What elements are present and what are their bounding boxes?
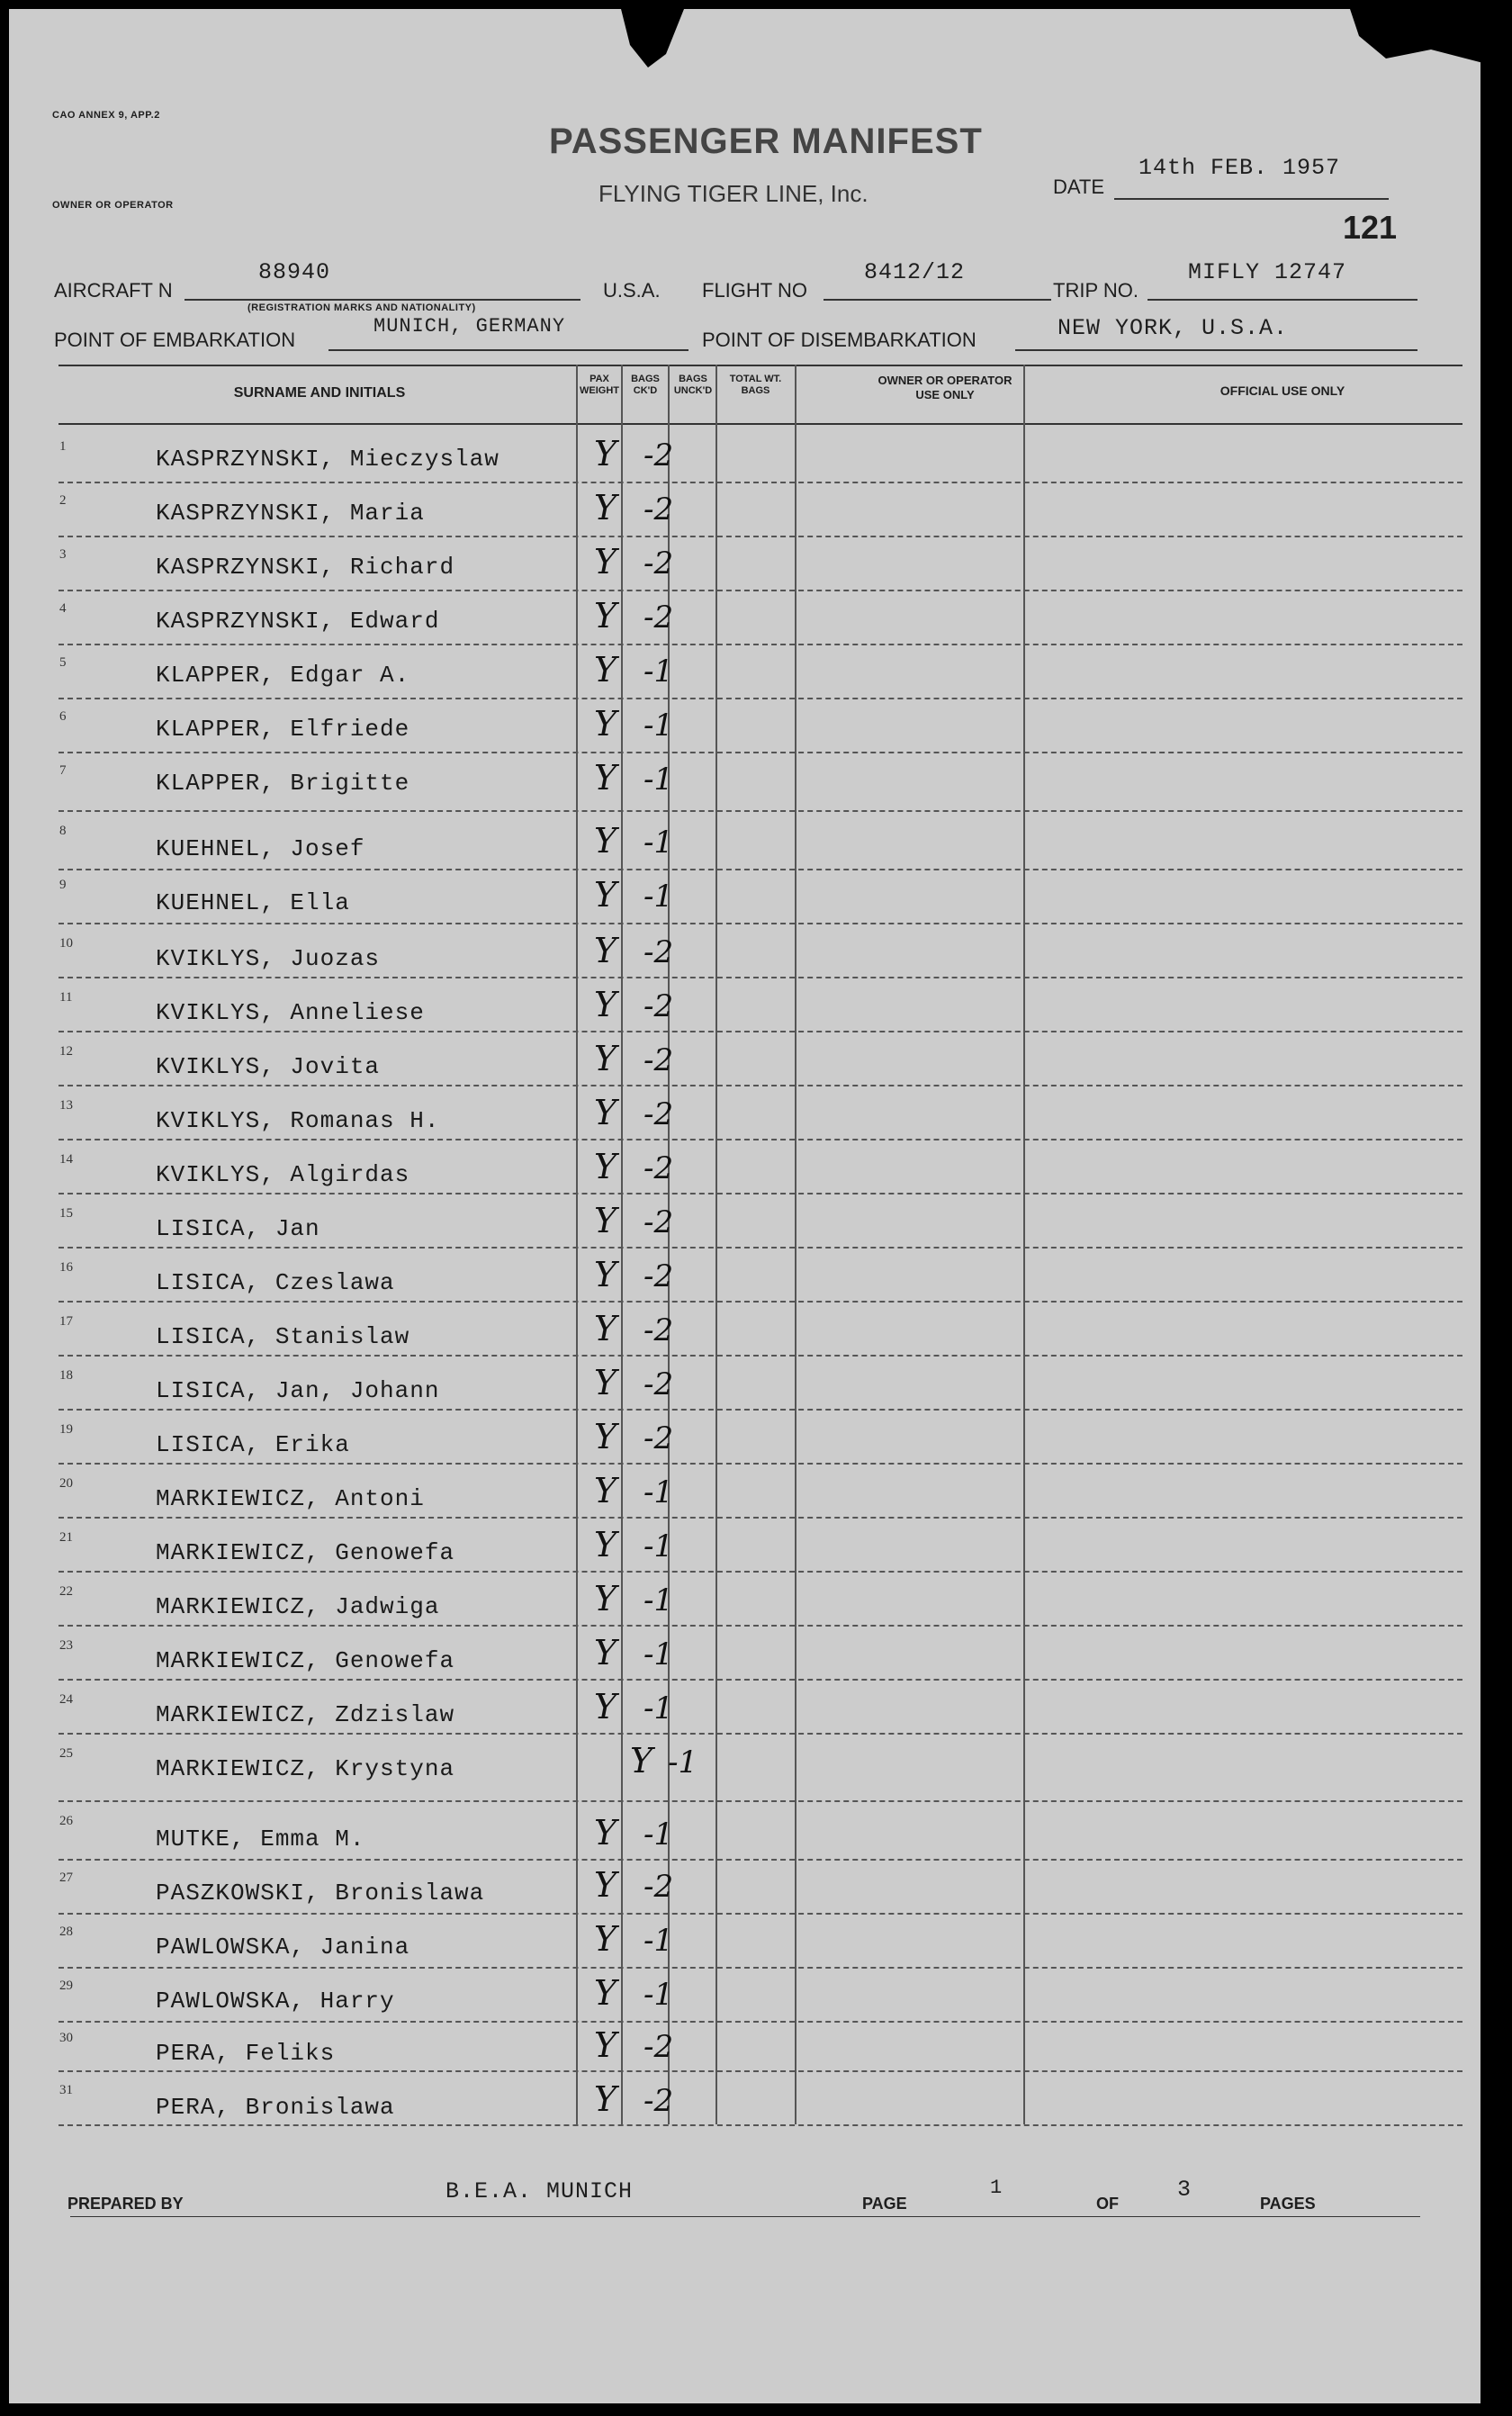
passenger-name: PAWLOWSKA, Janina bbox=[156, 1934, 410, 1961]
pax-mark: Y bbox=[594, 1039, 617, 1078]
pax-mark: Y bbox=[594, 542, 617, 581]
bags-count: -1 bbox=[644, 1977, 674, 2013]
bags-count: -2 bbox=[644, 934, 674, 970]
row-number: 16 bbox=[59, 1260, 73, 1275]
pax-mark: Y bbox=[594, 1579, 617, 1618]
pax-mark: Y bbox=[594, 985, 617, 1024]
of-label: OF bbox=[1096, 2195, 1119, 2213]
passenger-name: MARKIEWICZ, Genowefa bbox=[156, 1539, 455, 1566]
row-number: 6 bbox=[59, 709, 67, 724]
bags-count: -1 bbox=[644, 708, 674, 744]
bags-count: -2 bbox=[644, 2083, 674, 2119]
date-value: 14th FEB. 1957 bbox=[1138, 155, 1341, 181]
trip-label: TRIP NO. bbox=[1053, 279, 1138, 302]
row-number: 10 bbox=[59, 936, 73, 951]
pax-mark: Y bbox=[594, 434, 617, 473]
row-number: 29 bbox=[59, 1979, 73, 1993]
pax-mark: Y bbox=[594, 704, 617, 744]
col-pax-weight: PAX WEIGHT bbox=[580, 374, 619, 396]
row-number: 12 bbox=[59, 1044, 73, 1059]
row-number: 24 bbox=[59, 1692, 73, 1707]
passenger-name: LISICA, Erika bbox=[156, 1431, 350, 1458]
row-number: 25 bbox=[59, 1746, 73, 1761]
flight-value: 8412/12 bbox=[864, 259, 966, 285]
pax-mark: Y bbox=[594, 1919, 617, 1959]
page-number: 1 bbox=[990, 2177, 1004, 2199]
registration-note: (REGISTRATION MARKS AND NATIONALITY) bbox=[248, 302, 476, 313]
row-number: 11 bbox=[59, 990, 73, 1005]
passenger-name: PERA, Bronislawa bbox=[156, 2094, 395, 2121]
bags-count: -2 bbox=[644, 599, 674, 636]
passenger-name: MARKIEWICZ, Jadwiga bbox=[156, 1593, 440, 1620]
row-number: 20 bbox=[59, 1476, 73, 1491]
bags-count: -2 bbox=[644, 491, 674, 527]
pax-mark: Y bbox=[594, 1633, 617, 1672]
bags-count: -2 bbox=[644, 988, 674, 1024]
passenger-name: KUEHNEL, Josef bbox=[156, 835, 365, 862]
col-official-use: OFFICIAL USE ONLY bbox=[1220, 383, 1346, 398]
passenger-name: KVIKLYS, Anneliese bbox=[156, 999, 425, 1026]
bags-count: -1 bbox=[644, 1528, 674, 1564]
disembarkation-label: POINT OF DISEMBARKATION bbox=[702, 329, 976, 351]
passenger-name: LISICA, Jan, Johann bbox=[156, 1377, 440, 1404]
col-bags-ckd: BAGS CK'D bbox=[631, 374, 660, 396]
passenger-name: PERA, Feliks bbox=[156, 2040, 336, 2067]
prepared-by-label: PREPARED BY bbox=[68, 2195, 184, 2213]
airline-name: FLYING TIGER LINE, Inc. bbox=[598, 180, 868, 207]
total-pages: 3 bbox=[1177, 2177, 1192, 2203]
row-number: 31 bbox=[59, 2083, 73, 2097]
pax-mark: Y bbox=[594, 1201, 617, 1240]
pax-mark: Y bbox=[594, 1525, 617, 1564]
passenger-name: MARKIEWICZ, Antoni bbox=[156, 1485, 425, 1512]
passenger-name: KLAPPER, Edgar A. bbox=[156, 662, 410, 689]
passenger-name: KVIKLYS, Jovita bbox=[156, 1053, 381, 1080]
row-number: 27 bbox=[59, 1871, 73, 1885]
pax-mark: Y bbox=[594, 2025, 617, 2065]
row-number: 21 bbox=[59, 1530, 73, 1545]
row-number: 19 bbox=[59, 1422, 73, 1437]
bags-count: -1 bbox=[644, 1817, 674, 1853]
bags-count: -2 bbox=[644, 1096, 674, 1132]
pax-mark: Y bbox=[594, 931, 617, 970]
row-number: 18 bbox=[59, 1368, 73, 1383]
row-number: 13 bbox=[59, 1098, 73, 1113]
pages-label: PAGES bbox=[1260, 2195, 1316, 2213]
row-number: 2 bbox=[59, 493, 67, 508]
passenger-name: KASPRZYNSKI, Maria bbox=[156, 500, 425, 527]
row-number: 5 bbox=[59, 655, 67, 670]
pax-mark: Y bbox=[594, 1865, 617, 1905]
bags-count: -2 bbox=[644, 1420, 674, 1456]
row-number: 23 bbox=[59, 1638, 73, 1653]
prepared-by-value: B.E.A. MUNICH bbox=[446, 2178, 634, 2204]
pax-mark: Y bbox=[594, 1309, 617, 1348]
passenger-name: KVIKLYS, Juozas bbox=[156, 945, 381, 972]
passenger-name: KVIKLYS, Romanas H. bbox=[156, 1107, 440, 1134]
passenger-name: MUTKE, Emma M. bbox=[156, 1826, 365, 1853]
manifest-title: PASSENGER MANIFEST bbox=[549, 122, 983, 161]
bags-count: -2 bbox=[644, 1869, 674, 1905]
owner-label: OWNER OR OPERATOR bbox=[52, 200, 174, 211]
pax-mark: Y bbox=[594, 488, 617, 527]
row-number: 4 bbox=[59, 601, 67, 616]
pax-mark: Y bbox=[594, 1363, 617, 1402]
passenger-name: KUEHNEL, Ella bbox=[156, 889, 350, 916]
pax-mark: Y bbox=[594, 1973, 617, 2013]
passenger-name: PAWLOWSKA, Harry bbox=[156, 1988, 395, 2015]
bags-count: -2 bbox=[644, 1258, 674, 1294]
passenger-name: PASZKOWSKI, Bronislawa bbox=[156, 1880, 485, 1907]
aircraft-value: 88940 bbox=[258, 259, 331, 285]
row-number: 3 bbox=[59, 547, 67, 562]
bags-count: -1 bbox=[668, 1744, 698, 1780]
embarkation-value: MUNICH, GERMANY bbox=[374, 315, 566, 338]
bags-count: -2 bbox=[644, 545, 674, 581]
bags-count: -2 bbox=[644, 1042, 674, 1078]
pax-mark: Y bbox=[594, 1813, 617, 1853]
bags-count: -1 bbox=[644, 1690, 674, 1726]
col-bags-unckd: BAGS UNCK'D bbox=[673, 374, 713, 396]
row-number: 30 bbox=[59, 2031, 73, 2045]
pax-mark: Y bbox=[594, 875, 617, 915]
passenger-name: KASPRZYNSKI, Mieczyslaw bbox=[156, 446, 500, 473]
bags-count: -1 bbox=[644, 1923, 674, 1959]
passenger-name: KLAPPER, Brigitte bbox=[156, 770, 410, 797]
trip-value: MIFLY 12747 bbox=[1188, 259, 1347, 285]
passenger-name: KVIKLYS, Algirdas bbox=[156, 1161, 410, 1188]
passenger-name: KASPRZYNSKI, Richard bbox=[156, 554, 455, 581]
passenger-name: KASPRZYNSKI, Edward bbox=[156, 608, 440, 635]
row-number: 22 bbox=[59, 1584, 73, 1599]
row-number: 14 bbox=[59, 1152, 73, 1167]
bags-count: -1 bbox=[644, 762, 674, 798]
col-surname: SURNAME AND INITIALS bbox=[233, 385, 406, 401]
form-reference: CAO ANNEX 9, APP.2 bbox=[52, 110, 160, 121]
pax-mark: Y bbox=[594, 1687, 617, 1726]
row-number: 15 bbox=[59, 1206, 73, 1221]
bags-count: -2 bbox=[644, 2029, 674, 2065]
passenger-name: KLAPPER, Elfriede bbox=[156, 716, 410, 743]
row-number: 17 bbox=[59, 1314, 73, 1329]
bags-count: -2 bbox=[644, 437, 674, 473]
passenger-name: MARKIEWICZ, Zdzislaw bbox=[156, 1701, 455, 1728]
pax-mark: Y bbox=[594, 1471, 617, 1510]
pax-mark: Y bbox=[594, 821, 617, 861]
row-number: 1 bbox=[59, 439, 67, 454]
row-number: 8 bbox=[59, 824, 67, 838]
col-owner-use: OWNER OR OPERATOR USE ONLY bbox=[878, 374, 1012, 401]
passenger-name: MARKIEWICZ, Genowefa bbox=[156, 1647, 455, 1674]
pax-mark: Y bbox=[594, 2079, 617, 2119]
bags-count: -2 bbox=[644, 1312, 674, 1348]
bags-count: -1 bbox=[644, 825, 674, 861]
passenger-name: LISICA, Czeslawa bbox=[156, 1269, 395, 1296]
flight-label: FLIGHT NO bbox=[702, 279, 807, 302]
page-stamp: 121 bbox=[1343, 209, 1398, 246]
col-total-bags: TOTAL WT. BAGS bbox=[729, 374, 782, 396]
pax-mark: Y bbox=[630, 1741, 653, 1780]
bags-count: -1 bbox=[644, 654, 674, 690]
disembarkation-value: NEW YORK, U.S.A. bbox=[1058, 315, 1289, 341]
passenger-name: LISICA, Jan bbox=[156, 1215, 320, 1242]
pax-mark: Y bbox=[594, 1417, 617, 1456]
aircraft-label: AIRCRAFT N bbox=[54, 279, 173, 302]
page-label: PAGE bbox=[862, 2195, 907, 2213]
bags-count: -1 bbox=[644, 879, 674, 915]
pax-mark: Y bbox=[594, 1093, 617, 1132]
nationality: U.S.A. bbox=[603, 279, 661, 302]
embarkation-label: POINT OF EMBARKATION bbox=[54, 329, 296, 351]
bags-count: -2 bbox=[644, 1366, 674, 1402]
row-number: 28 bbox=[59, 1925, 73, 1939]
bags-count: -2 bbox=[644, 1150, 674, 1186]
row-number: 26 bbox=[59, 1814, 73, 1828]
passenger-name: MARKIEWICZ, Krystyna bbox=[156, 1755, 455, 1782]
pax-mark: Y bbox=[594, 1147, 617, 1186]
bags-count: -2 bbox=[644, 1204, 674, 1240]
bags-count: -1 bbox=[644, 1636, 674, 1672]
passenger-name: LISICA, Stanislaw bbox=[156, 1323, 410, 1350]
bags-count: -1 bbox=[644, 1474, 674, 1510]
bags-count: -1 bbox=[644, 1582, 674, 1618]
pax-mark: Y bbox=[594, 1255, 617, 1294]
pax-mark: Y bbox=[594, 650, 617, 690]
pax-mark: Y bbox=[594, 758, 617, 798]
date-label: DATE bbox=[1053, 176, 1105, 198]
row-number: 7 bbox=[59, 763, 67, 778]
row-number: 9 bbox=[59, 878, 67, 892]
pax-mark: Y bbox=[594, 596, 617, 636]
